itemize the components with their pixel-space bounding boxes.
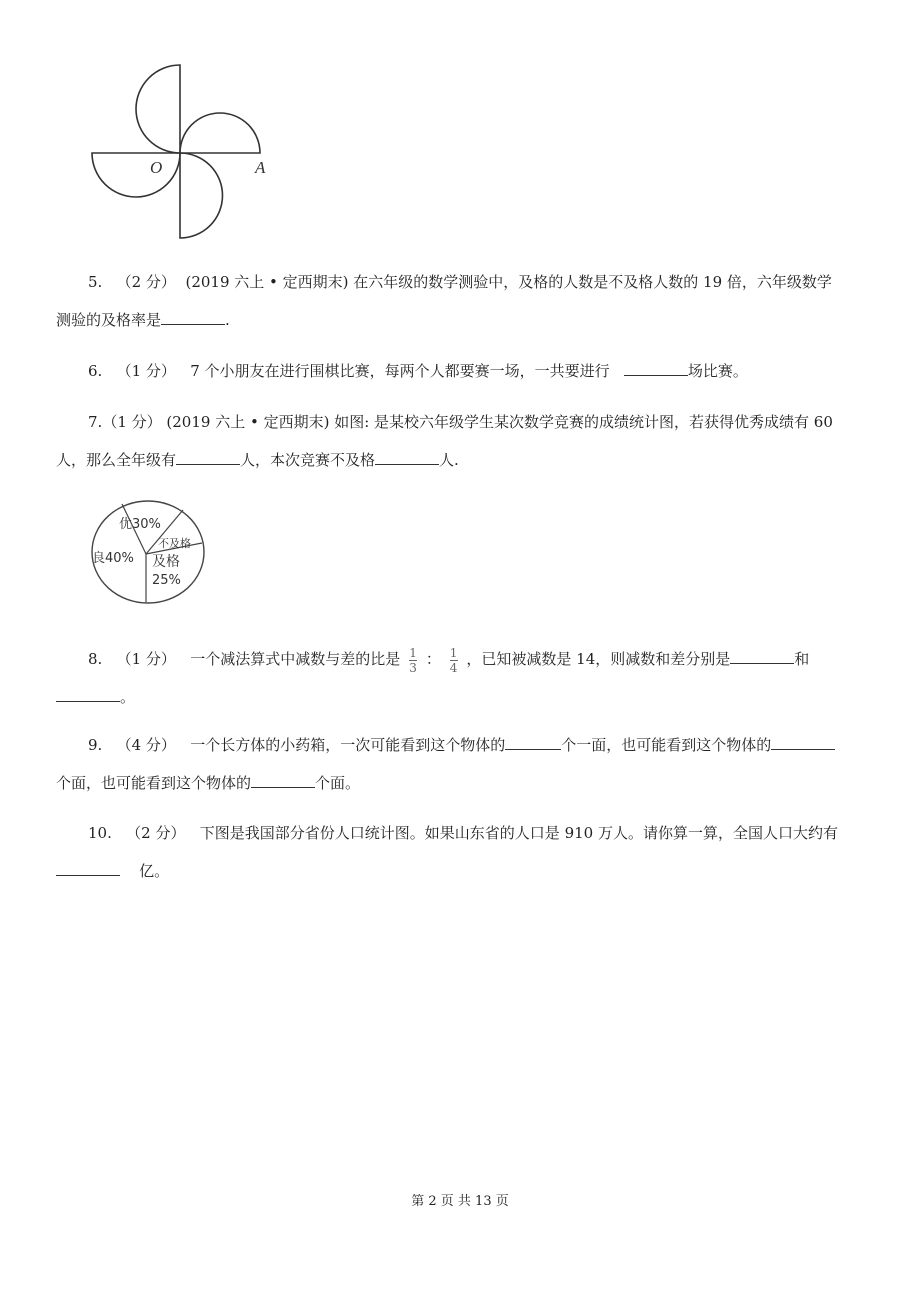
question-text: .: [225, 311, 230, 329]
question-score: （1 分）: [116, 650, 176, 668]
answer-blank[interactable]: [771, 735, 835, 750]
pinwheel-blade-right: [180, 113, 260, 153]
question-text: 个面。: [315, 774, 361, 792]
answer-blank[interactable]: [56, 687, 120, 702]
pinwheel-blade-top: [136, 65, 180, 153]
question-text: ，已知被减数是 14，则减数和差分别是: [466, 650, 731, 668]
pinwheel-figure: [85, 60, 285, 245]
pie-label-pass-percent: 25%: [152, 573, 181, 588]
answer-blank[interactable]: [624, 361, 688, 376]
pinwheel-label-o: O: [150, 158, 163, 177]
question-text: 亿。: [139, 862, 170, 880]
question-score: （1 分）: [102, 413, 162, 431]
question-text: 一个减法算式中减数与差的比是: [190, 650, 401, 668]
answer-blank[interactable]: [251, 773, 315, 788]
answer-blank[interactable]: [375, 450, 439, 465]
question-8-line-2: [56, 687, 135, 707]
answer-blank[interactable]: [505, 735, 561, 750]
pinwheel-blade-left: [92, 153, 180, 197]
question-text: 人，那么全年级有: [56, 451, 177, 469]
pie-label-pass: 及格: [152, 554, 180, 570]
question-5-line-2: [56, 310, 230, 330]
answer-blank[interactable]: [730, 649, 794, 664]
question-text: 个面，也可能看到这个物体的: [56, 774, 252, 792]
question-number: 10.: [88, 824, 112, 842]
question-text: 和: [794, 650, 810, 668]
grade-pie-chart: [86, 498, 212, 608]
answer-blank[interactable]: [176, 450, 240, 465]
question-number: 9.: [88, 736, 103, 754]
question-7-line-1: [88, 412, 833, 432]
question-score: （1 分）: [116, 362, 176, 380]
pinwheel-label-a: A: [255, 158, 266, 177]
question-10-line-1: [88, 823, 838, 843]
ratio-colon: ：: [425, 650, 441, 668]
question-number: 6.: [88, 362, 103, 380]
page-footer: 第 2 页 共 13 页: [411, 1194, 509, 1209]
question-6: [88, 361, 748, 381]
question-text: (2019 六上 • 定西期末) 在六年级的数学测验中，及格的人数是不及格人数的 19 倍，六年级数学: [185, 273, 832, 291]
question-text: 。: [120, 688, 136, 706]
question-9-line-2: [56, 773, 360, 793]
question-8-line-1: [88, 645, 809, 674]
question-9-line-1: [88, 735, 835, 755]
question-text: (2019 六上 • 定西期末) 如图: 是某校六年级学生某次数学竞赛的成绩统计图，若获得优秀成绩有 60: [166, 413, 833, 431]
question-text: 人，本次竞赛不及格: [240, 451, 376, 469]
fraction-one-quarter: $\frac{1}{4}$: [449, 645, 458, 675]
question-number: 5.: [88, 273, 103, 291]
pie-label-good: 良40%: [92, 551, 134, 566]
question-number: 7.: [88, 413, 103, 431]
pinwheel-blade-bottom: [180, 153, 223, 238]
pie-label-fail: 不及格: [158, 537, 191, 550]
question-score: （2 分）: [126, 824, 186, 842]
question-number: 8.: [88, 650, 103, 668]
question-5-line-1: [88, 272, 832, 292]
question-text: 个一面，也可能看到这个物体的: [561, 736, 772, 754]
question-text: 下图是我国部分省份人口统计图。如果山东省的人口是 910 万人。请你算一算，全国人口大约有: [199, 824, 838, 842]
question-text: 测验的及格率是: [56, 311, 162, 329]
question-text: 一个长方体的小药箱，一次可能看到这个物体的: [190, 736, 506, 754]
question-7-line-2: [56, 450, 459, 470]
answer-blank[interactable]: [161, 310, 225, 325]
answer-blank[interactable]: [56, 861, 120, 876]
question-text: 人.: [439, 451, 459, 469]
question-score: （2 分）: [116, 273, 176, 291]
pie-label-excellent: 优30%: [119, 517, 161, 532]
fraction-one-third: $\frac{1}{3}$: [409, 645, 417, 675]
question-score: （4 分）: [116, 736, 176, 754]
question-text: 7 个小朋友在进行围棋比赛，每两个人都要赛一场，一共要进行: [190, 362, 610, 380]
question-text: 场比赛。: [687, 362, 748, 380]
question-10-line-2: [56, 861, 169, 881]
